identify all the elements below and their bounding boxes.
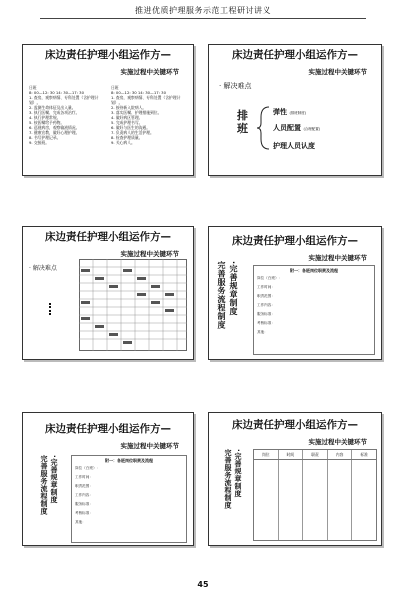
- slide-subtitle: 实施过程中关键环节: [308, 438, 367, 446]
- slide-1: [22, 44, 194, 176]
- solution-item: 人员配置 (合理配置): [273, 124, 321, 132]
- table-header-cell: 标准: [360, 452, 368, 457]
- duty-document: [253, 265, 375, 355]
- slide-subtitle: 实施过程中关键环节: [120, 250, 179, 258]
- duty-item: 6. 巡视病房，观察输液情况。: [29, 125, 80, 130]
- duty-item: 9. 交接班。: [29, 140, 50, 145]
- shift-head: 日班: [29, 85, 37, 90]
- duty-item: 6. 做好与医生的沟通。: [111, 125, 151, 130]
- slide-title: 床边责任护理小组运作方—: [45, 49, 171, 61]
- duty-item: 5. 按医嘱给予药物。: [29, 120, 65, 125]
- shift-column-right: [111, 85, 189, 145]
- slide-title: 床边责任护理小组运作方—: [232, 235, 358, 247]
- duty-item: 1. 查房，观察病情、专科处置（含护理计划）。: [111, 95, 181, 105]
- slide-4: [208, 226, 382, 360]
- doc-line: 工作时间：: [75, 475, 93, 479]
- bullet-difficulty: · 解决难点: [29, 265, 57, 272]
- duty-item: 2. 监测生命体征及出入量。: [29, 105, 76, 110]
- duty-item: 7. 健康宣教，做好心理护理。: [29, 130, 80, 135]
- shift-time: 8: 00—12: 30 14: 30—17: 30: [111, 90, 166, 95]
- doc-line: 考核标准：: [75, 511, 93, 515]
- solution-item: 弹性 (排班制度): [273, 108, 307, 116]
- doc-line: 工作内容：: [257, 303, 275, 307]
- table-header-cell: 岗位: [254, 450, 279, 459]
- doc-title: 附一：各班岗位职责及流程: [290, 268, 338, 273]
- doc-title: 附一：各班岗位职责及流程: [105, 458, 153, 463]
- slide-subtitle: 实施过程中关键环节: [308, 68, 367, 76]
- slide-title: 床边责任护理小组运作方—: [232, 419, 358, 431]
- slide-5: [22, 412, 194, 546]
- duty-item: 9. 关心病人。: [111, 140, 135, 145]
- slide-subtitle: 实施过程中关键环节: [120, 68, 179, 76]
- schedule-label: 排 班: [237, 109, 248, 135]
- page-header: 推进优质护理服务示范工程研讨讲义: [135, 6, 271, 15]
- rule-label: ·完善规章制度: [234, 449, 242, 498]
- doc-line: 考核标准：: [257, 321, 275, 325]
- page-number: 45: [197, 580, 209, 589]
- duty-item: 5. 完成护理书写。: [111, 120, 143, 125]
- doc-line: 岗位（白班）：: [257, 276, 283, 280]
- slide-title: 床边责任护理小组运作方—: [232, 49, 358, 61]
- header-divider: [40, 18, 366, 19]
- slide-title: 床边责任护理小组运作方—: [45, 231, 171, 243]
- doc-line: 其他：: [257, 330, 268, 334]
- shift-time: 8: 00—12: 30 14: 30—17: 30: [29, 90, 84, 95]
- duty-item: 4. 执行护理常规。: [29, 115, 61, 120]
- duty-item: 8. 检查护理质量。: [111, 135, 143, 140]
- duty-item: 1. 查房，观察病情、专科处置（含护理计划）。: [29, 95, 99, 105]
- duty-table: [253, 449, 377, 541]
- rule-label: ·完善规章制度: [229, 261, 238, 316]
- rule-label: ·完善规章制度: [50, 455, 58, 504]
- table-header-cell: 职责: [303, 450, 328, 459]
- process-label: 完善服务流程制度: [217, 261, 226, 329]
- doc-line: 职责范围：: [75, 484, 93, 488]
- doc-line: 工作时间：: [257, 285, 275, 289]
- process-label: 完善服务流程制度: [224, 449, 232, 509]
- doc-line: 服务标准：: [75, 502, 93, 506]
- duty-item: 4. 做好病区管理。: [111, 115, 143, 120]
- doc-line: 岗位（白班）：: [75, 466, 101, 470]
- dots-icon: [49, 303, 53, 315]
- slide-subtitle: 实施过程中关键环节: [120, 442, 179, 450]
- slide-subtitle: 实施过程中关键环节: [308, 254, 367, 262]
- schedule-table: [79, 259, 187, 351]
- duty-item: 7. 负责病人的生活护理。: [111, 130, 154, 135]
- shift-column-left: [29, 85, 107, 145]
- shift-head: 日班: [111, 85, 119, 90]
- duty-document: [71, 455, 187, 543]
- doc-line: 职责范围：: [257, 294, 275, 298]
- process-label: 完善服务流程制度: [40, 455, 48, 515]
- slide-2: [208, 44, 382, 176]
- bullet-difficulty: · 解决难点: [219, 82, 252, 90]
- duty-item: 3. 执行医嘱、完成各项治疗。: [29, 110, 80, 115]
- slide-6: [208, 412, 382, 546]
- table-header-cell: 内容: [328, 450, 353, 459]
- duty-item: 3. 落实医嘱、护理措施到位。: [111, 110, 162, 115]
- duty-item: 8. 书写护理记录。: [29, 135, 61, 140]
- duty-item: 2. 接待新入院病人。: [111, 105, 147, 110]
- doc-line: 其他：: [75, 520, 86, 524]
- slide-3: [22, 226, 194, 360]
- solution-item: 护理人员认度: [273, 142, 315, 150]
- doc-line: 工作内容：: [75, 493, 93, 497]
- slide-title: 床边责任护理小组运作方—: [45, 423, 171, 435]
- doc-line: 服务标准：: [257, 312, 275, 316]
- table-header-cell: 时间: [279, 450, 304, 459]
- bracket-icon: [257, 105, 271, 151]
